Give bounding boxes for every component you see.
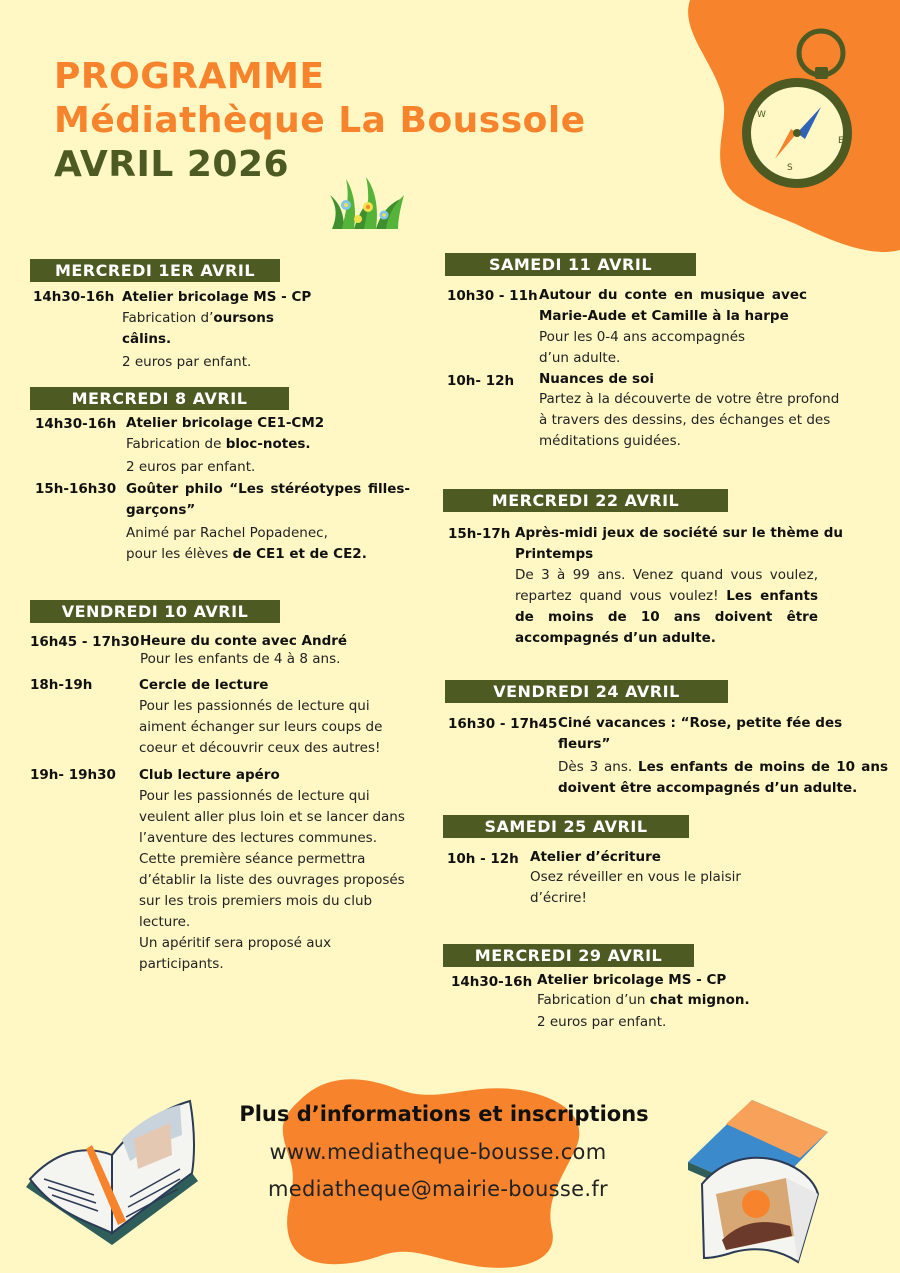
day-header-mercredi-22: MERCREDI 22 AVRIL <box>443 489 728 512</box>
event-desc: Fabrication d’oursons câlins. <box>122 310 274 347</box>
event-desc: Pour les passionnés de lecture qui veulent aller plus loin et se lancer dans l’aventure des lectures communes. Cette première séance permettra d’établir la liste des ouvrages proposés sur les trois premiers mois du club lecture. <box>139 788 405 930</box>
event-desc: Dès 3 ans. Les enfants de moins de 10 ans doivent être accompagnés d’un adulte. <box>558 759 889 796</box>
footer-title: Plus d’informations et inscriptions <box>239 1102 649 1126</box>
header-programme: PROGRAMME <box>54 56 325 97</box>
day-header-vendredi-24: VENDREDI 24 AVRIL <box>445 680 728 703</box>
event-desc: Pour les passionnés de lecture qui aiment échanger sur leurs coups de coeur et découvrir ceux des autres! <box>139 698 383 756</box>
event-title: Atelier bricolage MS - CP <box>122 289 312 305</box>
event-desc: Animé par Rachel Popadenec, <box>126 525 328 541</box>
event-desc: Osez réveiller en vous le plaisir d’écrire! <box>530 869 741 906</box>
event-block <box>558 713 892 799</box>
event-desc: De 3 à 99 ans. Venez quand vous voulez, repartez quand vous voulez! Les enfants de moins de 10 ans doivent être accompagnés d’un adulte. <box>515 567 819 646</box>
day-header-mercredi-1: MERCREDI 1ER AVRIL <box>30 259 280 282</box>
event-block <box>139 765 411 975</box>
event-title: Club lecture apéro <box>139 767 280 783</box>
event-desc-extra: Un apéritif sera proposé aux participants. <box>139 935 332 972</box>
compass-icon <box>735 25 870 190</box>
event-title: Autour du conte en musique avec Marie-Aude et Camille à la harpe <box>539 287 807 324</box>
event-desc: Pour les 0-4 ans accompagnés d’un adulte. <box>539 329 746 366</box>
event-price: 2 euros par enfant. <box>122 354 252 370</box>
event-price: 2 euros par enfant. <box>126 459 256 475</box>
event-title: Nuances de soi <box>539 371 654 387</box>
event-block <box>126 479 410 565</box>
event-desc: Fabrication d’un chat mignon. <box>537 992 750 1008</box>
event-time: 10h- 12h <box>447 373 515 389</box>
event-block <box>122 287 322 373</box>
event-time: 15h-16h30 <box>35 481 117 497</box>
event-block <box>515 523 843 649</box>
event-block <box>539 370 849 452</box>
event-block <box>140 631 410 670</box>
event-time: 10h30 - 11h <box>447 288 538 304</box>
compass-n-letter: N <box>815 84 822 94</box>
event-time: 18h-19h <box>30 677 93 693</box>
event-block <box>537 971 767 1033</box>
event-time: 14h30-16h <box>451 974 533 990</box>
event-block <box>530 848 745 909</box>
day-header-samedi-11: SAMEDI 11 AVRIL <box>445 253 696 276</box>
event-title: Cercle de lecture <box>139 677 269 693</box>
footer-email-link[interactable]: mediatheque@mairie-bousse.fr <box>268 1177 608 1201</box>
event-block <box>139 675 384 759</box>
day-header-mercredi-8: MERCREDI 8 AVRIL <box>30 387 289 410</box>
event-time: 14h30-16h <box>33 289 115 305</box>
event-desc: Fabrication de bloc-notes. <box>126 436 311 452</box>
day-header-samedi-25: SAMEDI 25 AVRIL <box>443 815 689 838</box>
event-block <box>126 413 326 478</box>
event-block <box>539 285 807 369</box>
event-title: Heure du conte avec André <box>140 633 348 649</box>
grass-flowers-icon <box>328 175 406 231</box>
event-desc: Pour les enfants de 4 à 8 ans. <box>140 651 341 667</box>
event-title: Ciné vacances : “Rose, petite fée des fleurs” <box>558 715 843 752</box>
event-desc: Partez à la découverte de votre être profond à travers des dessins, des échanges et des méditations guidées. <box>539 391 840 449</box>
compass-w-letter: W <box>757 110 766 120</box>
event-time: 16h45 - 17h30 <box>30 634 140 650</box>
header-month: AVRIL 2026 <box>54 144 290 185</box>
event-title: Atelier bricolage MS - CP <box>537 972 727 988</box>
footer-website-link[interactable]: www.mediatheque-bousse.com <box>269 1140 607 1164</box>
event-title: Après-midi jeux de société sur le thème du Printemps <box>515 525 843 562</box>
event-time: 14h30-16h <box>35 416 117 432</box>
event-audience: pour les élèves de CE1 et de CE2. <box>126 546 367 562</box>
event-title: Atelier bricolage CE1-CM2 <box>126 415 325 431</box>
day-header-mercredi-29: MERCREDI 29 AVRIL <box>443 944 694 967</box>
event-time: 10h - 12h <box>447 851 519 867</box>
event-price: 2 euros par enfant. <box>537 1014 667 1030</box>
header-library-name: Médiathèque La Boussole <box>54 100 586 141</box>
event-time: 16h30 - 17h45 <box>448 716 558 732</box>
event-time: 19h- 19h30 <box>30 767 116 783</box>
compass-s-letter: S <box>787 163 793 173</box>
event-title: Goûter philo “Les stéréotypes filles-garçons” <box>126 481 410 518</box>
compass-e-letter: E <box>838 136 844 146</box>
day-header-vendredi-10: VENDREDI 10 AVRIL <box>30 600 280 623</box>
event-time: 15h-17h <box>448 526 511 542</box>
event-title: Atelier d’écriture <box>530 849 661 865</box>
